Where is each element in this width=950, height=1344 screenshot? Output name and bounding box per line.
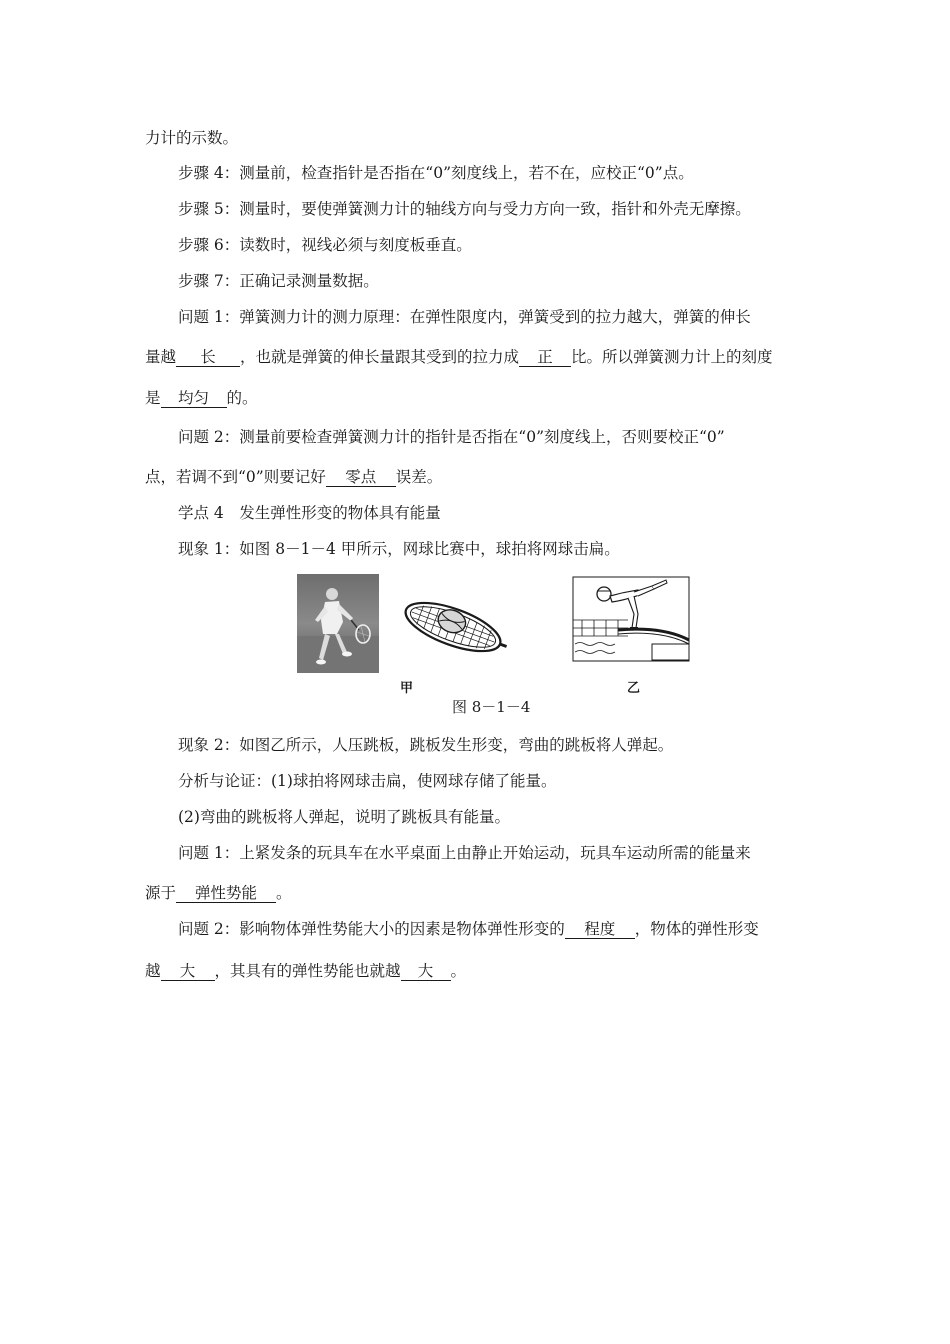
- springboard-diver-drawing: [572, 576, 690, 662]
- text-line: [178, 199, 751, 219]
- text: (2)弯曲的跳板将人弹起，说明了跳板具有能量。: [178, 808, 510, 826]
- text: 问题 2：测量前要检查弹簧测力计的指针是否指在“0”刻度线上，否则要校正“0”: [178, 428, 725, 446]
- text-line: [178, 271, 379, 291]
- answer-blank: 弹性势能: [176, 884, 276, 903]
- text-line: [178, 307, 751, 327]
- text-line: [178, 919, 759, 939]
- text-line: [145, 347, 773, 367]
- answer-blank: 零点: [326, 468, 396, 487]
- text: ，也就是弹簧的伸长量跟其受到的拉力成: [240, 348, 520, 366]
- answer-blank: 均匀: [161, 389, 227, 408]
- text-line: [178, 427, 725, 447]
- text: 分析与论证：(1)球拍将网球击扁，使网球存储了能量。: [178, 772, 557, 790]
- text: 误差。: [395, 468, 443, 486]
- text: 。: [450, 962, 467, 980]
- text: 步骤 6：读数时，视线必须与刻度板垂直。: [178, 236, 472, 254]
- section-heading: [178, 503, 441, 523]
- text: 学点 4 发生弹性形变的物体具有能量: [178, 504, 441, 522]
- text: 点，若调不到“0”则要记好: [145, 468, 326, 486]
- text-line: [145, 467, 442, 487]
- figure-label-yi: 乙: [627, 681, 641, 696]
- answer-blank: 大: [161, 962, 215, 981]
- text-line: [145, 883, 292, 903]
- text: 步骤 7：正确记录测量数据。: [178, 272, 379, 290]
- text: 源于: [145, 884, 177, 902]
- text-line: [145, 128, 238, 148]
- figure-label-jia: 甲: [400, 681, 414, 696]
- racket-ball-drawing: [398, 592, 508, 662]
- text-line: [178, 539, 620, 559]
- text: 。: [276, 884, 292, 902]
- text: 量越: [145, 348, 177, 366]
- answer-blank: 程度: [565, 920, 635, 939]
- text: 现象 1：如图 8－1－4 甲所示，网球比赛中，球拍将网球击扁。: [178, 540, 620, 558]
- text: 比。所以弹簧测力计上的刻度: [571, 348, 773, 366]
- text: ，物体的弹性形变: [634, 920, 759, 938]
- text-line: [145, 961, 466, 981]
- text-line: [178, 235, 472, 255]
- text: 是: [145, 389, 161, 407]
- text: 步骤 4：测量前，检查指针是否指在“0”刻度线上，若不在，应校正“0”点。: [178, 164, 694, 182]
- text: 越: [145, 962, 161, 980]
- text: 现象 2：如图乙所示，人压跳板，跳板发生形变，弯曲的跳板将人弹起。: [178, 736, 674, 754]
- text: 问题 2：影响物体弹性势能大小的因素是物体弹性形变的: [178, 920, 565, 938]
- text-line: [178, 771, 556, 791]
- answer-blank: 正: [519, 348, 571, 367]
- answer-blank: 长: [176, 348, 240, 367]
- figure-caption: 图 8－1－4: [452, 698, 531, 716]
- text: 问题 1：上紧发条的玩具车在水平桌面上由静止开始运动，玩具车运动所需的能量来: [178, 844, 751, 862]
- text: 步骤 5：测量时，要使弹簧测力计的轴线方向与受力方向一致，指针和外壳无摩擦。: [178, 200, 751, 218]
- text: ，其具有的弹性势能也就越: [214, 962, 401, 980]
- text: 的。: [226, 389, 258, 407]
- text-line: [178, 807, 510, 827]
- text-line: [178, 843, 751, 863]
- text-line: [178, 735, 673, 755]
- text-line: [145, 388, 258, 408]
- text-line: [178, 163, 694, 183]
- tennis-player-photo: [297, 574, 379, 673]
- text: 问题 1：弹簧测力计的测力原理：在弹性限度内，弹簧受到的拉力越大，弹簧的伸长: [178, 308, 751, 326]
- answer-blank: 大: [401, 962, 451, 981]
- text: 力计的示数。: [145, 129, 239, 147]
